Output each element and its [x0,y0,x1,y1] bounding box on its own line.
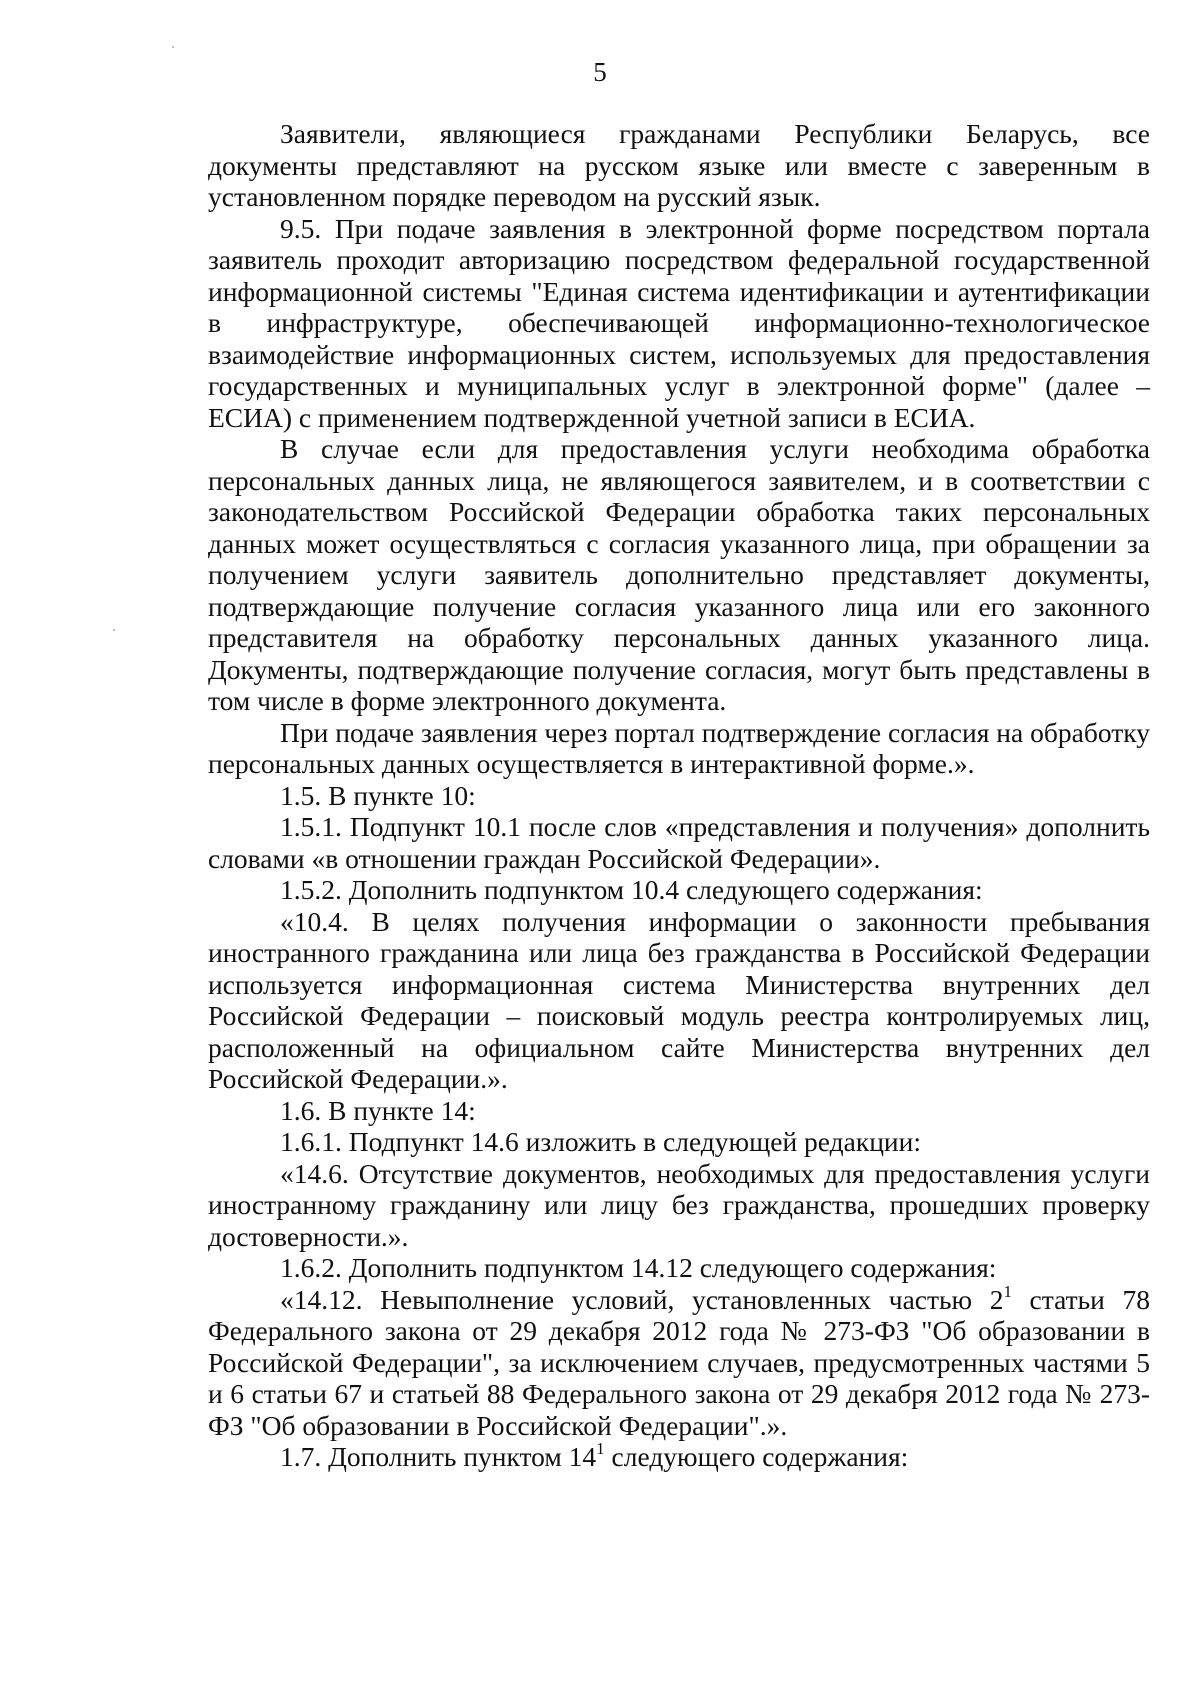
paragraph: 1.6.1. Подпункт 14.6 изложить в следующей редакции: [280,1126,921,1157]
paragraph: 1.6.2. Дополнить подпунктом 14.12 следующего содержания: [280,1252,997,1283]
document-body [208,118,1150,1473]
superscript: 1 [1003,1281,1012,1301]
paragraph-text: 1.7. Дополнить пунктом 14 [280,1441,597,1472]
superscript: 1 [596,1439,605,1458]
paragraph: Заявители, являющиеся гражданами Республики Беларусь, все документы представляют на русском языке или вместе с заверенным в установленном порядке переводом на русский язык. [208,118,1150,212]
paragraph: «10.4. В целях получения информации о законности пребывания иностранного гражданина или лица без гражданства в Российской Федерации используется информационная система Министерства внутренних дел Российской Федерации – поисковый модуль реестра контролируемых лиц, расположенный на официальном сайте Министерства внутренних дел Российской Федерации.». [208,905,1150,1094]
paragraph: «14.6. Отсутствие документов, необходимых для предоставления услуги иностранному гражданину или лицу без гражданства, прошедших проверку достоверности.». [208,1157,1150,1252]
page-number: 5 [593,57,607,87]
paragraph-text: следующего содержания: [604,1441,909,1472]
paragraph: При подаче заявления через портал подтверждение согласия на обработку персональных данных осуществляется в интерактивной форме.». [208,716,1150,779]
scan-speck [172,46,174,48]
paragraph-14-12 [208,1281,1150,1442]
paragraph: 1.6. В пункте 14: [280,1094,476,1126]
paragraph-text: статьи 78 Федерального закона от 29 декабря 2012 года № 273-ФЗ "Об образовании в Российской Федерации", за исключением случаев, предусмотренных частями 5 и 6 статьи 67 и статьей 88 Федерального закона от 29 декабря 2012 года № 273-ФЗ "Об образовании в Российской Федерации".». [208,1283,1150,1441]
paragraph: 1.5.1. Подпункт 10.1 после слов «представления и получения» дополнить словами «в отношении граждан Российской Федерации». [208,811,1150,874]
paragraph: 9.5. При подаче заявления в электронной форме посредством портала заявитель проходит авторизацию посредством федеральной государственной информационной системы "Единая система идентификации и аутентификации в инфраструктуре, обеспечивающей информационно-технологическое взаимодействие информационных систем, используемых для предоставления государственных и муниципальных услуг в электронной форме" (далее – ЕСИА) с применением подтвержденной учетной записи в ЕСИА. [208,212,1150,433]
scan-speck [113,629,115,631]
paragraph: В случае если для предоставления услуги необходима обработка персональных данных лица, не являющегося заявителем, и в соответствии с законодательством Российской Федерации обработка таких персональных данных может осуществляться с согласия указанного лица, при обращении за получением услуги заявитель дополнительно представляет документы, подтверждающие получение согласия указанного лица или его законного представителя на обработку персональных данных указанного лица. Документы, подтверждающие получение согласия, могут быть представлены в том числе в форме электронного документа. [208,433,1150,716]
paragraph-text: «14.12. Невыполнение условий, установленных частью 2 [280,1283,1004,1315]
paragraph: 1.5.2. Дополнить подпунктом 10.4 следующего содержания: [280,874,983,905]
paragraph: 1.5. В пункте 10: [280,779,476,811]
paragraph-1-7 [208,1441,1150,1473]
